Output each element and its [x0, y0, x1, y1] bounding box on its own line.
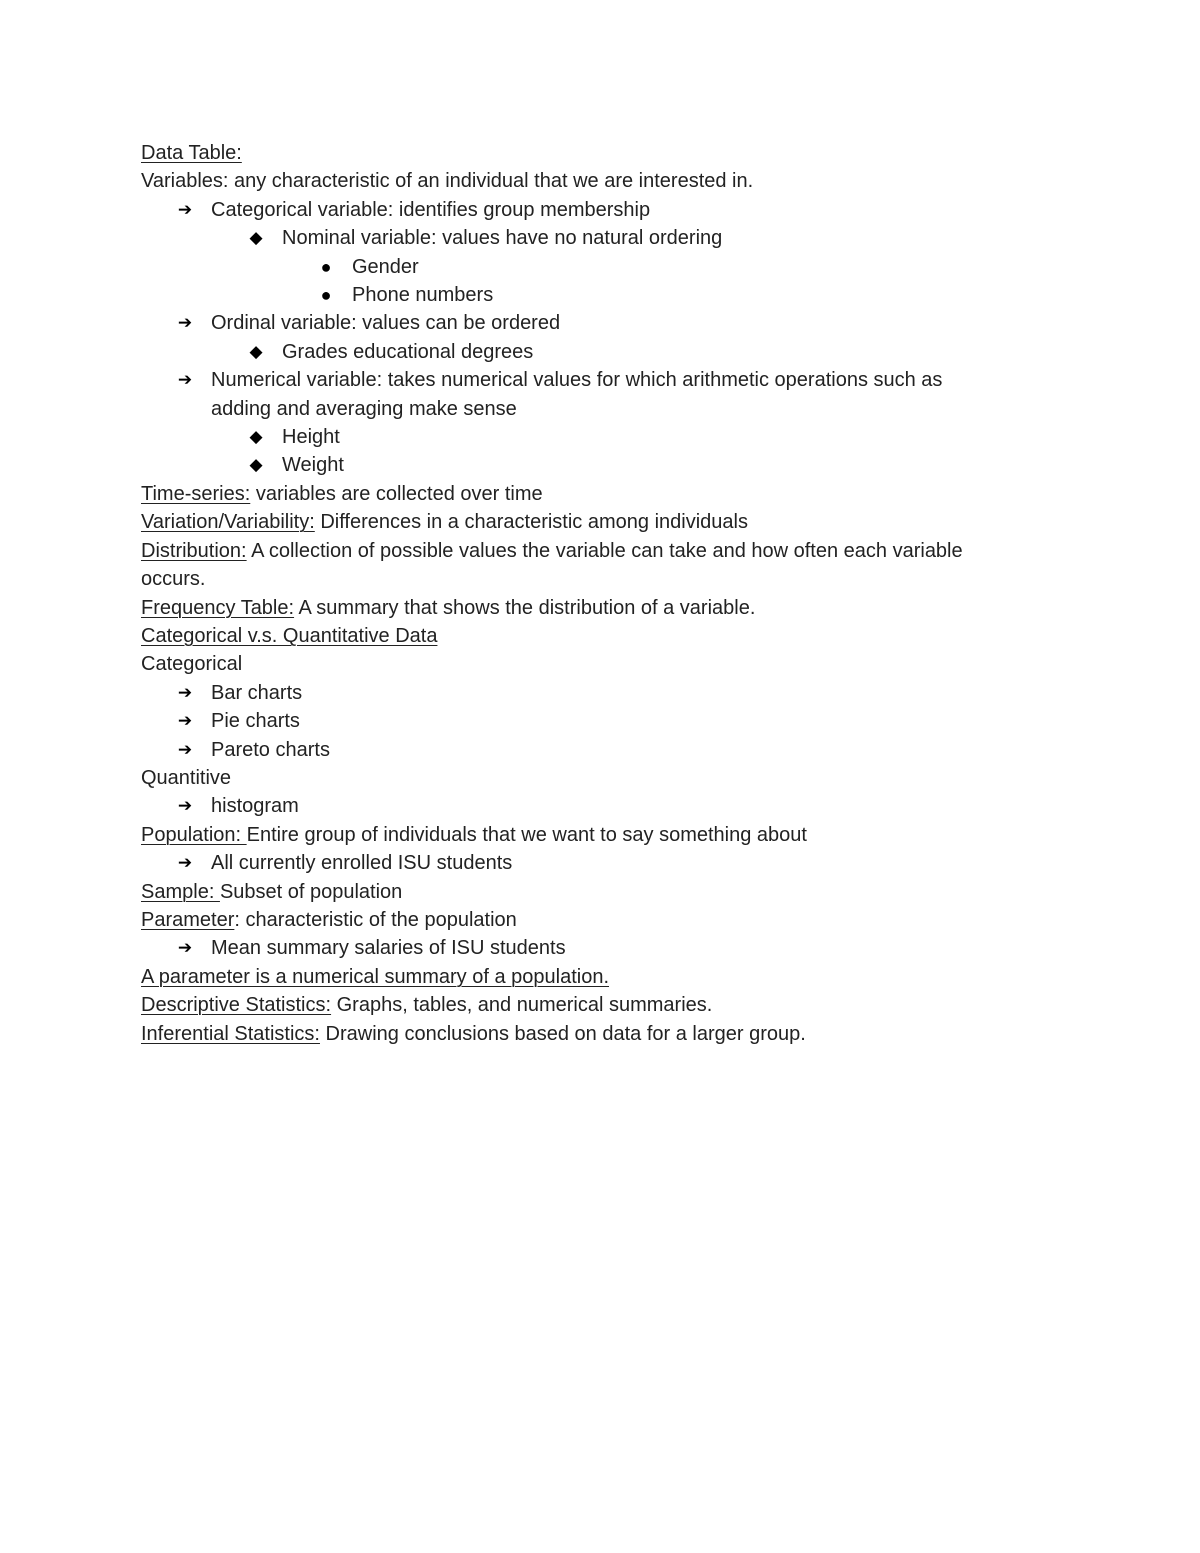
- list-item: [141, 309, 1041, 337]
- term: Time-series:: [141, 482, 251, 505]
- distribution-definition: [141, 537, 1041, 565]
- parameter-summary: A parameter is a numerical summary of a population.: [141, 965, 609, 988]
- diamond-bullet-icon: ◆: [249, 455, 263, 475]
- term: Descriptive Statistics:: [141, 994, 332, 1017]
- term: Variation/Variability:: [141, 511, 315, 534]
- arrow-bullet-icon: ➔: [177, 853, 193, 873]
- list-item-text: Numerical variable: takes numerical values for which arithmetic operations such as: [211, 369, 943, 392]
- list-item-text: Nominal variable: values have no natural ordering: [282, 227, 723, 250]
- list-item: [141, 196, 1041, 224]
- list-item-text: Gender: [352, 255, 419, 278]
- definition: Drawing conclusions based on data for a larger group.: [319, 1022, 806, 1045]
- time-series-definition: [141, 480, 1041, 508]
- diamond-bullet-icon: ◆: [249, 228, 263, 248]
- document-page: [141, 139, 1041, 1048]
- list-item-continuation: adding and averaging make sense: [211, 397, 517, 420]
- population-definition: [141, 821, 1041, 849]
- list-item: [141, 366, 1041, 394]
- term: Parameter: [141, 908, 235, 931]
- descriptive-statistics-definition: [141, 991, 1041, 1019]
- list-item: [141, 736, 1041, 764]
- list-item-text: Phone numbers: [352, 284, 494, 307]
- variables-definition: Variables: any characteristic of an individual that we are interested in.: [141, 170, 754, 193]
- cat-vs-quant-heading: Categorical v.s. Quantitative Data: [141, 624, 438, 647]
- diamond-bullet-icon: ◆: [249, 341, 263, 361]
- list-item-text: Pareto charts: [211, 738, 330, 761]
- term: Population:: [141, 823, 247, 846]
- term: Distribution:: [141, 539, 247, 562]
- definition: : characteristic of the population: [234, 908, 517, 931]
- arrow-bullet-icon: ➔: [177, 739, 193, 759]
- arrow-bullet-icon: ➔: [177, 370, 193, 390]
- list-item-text: Weight: [282, 454, 344, 477]
- variation-definition: [141, 508, 1041, 536]
- list-item-text: Pie charts: [211, 710, 300, 733]
- diamond-bullet-icon: ◆: [249, 427, 263, 447]
- definition: Differences in a characteristic among individuals: [314, 511, 748, 534]
- term: Sample:: [141, 880, 220, 903]
- definition: Graphs, tables, and numerical summaries.: [331, 994, 713, 1017]
- dot-bullet-icon: ●: [320, 256, 332, 277]
- list-item: [141, 423, 1041, 451]
- list-item-text: Ordinal variable: values can be ordered: [211, 312, 561, 335]
- list-item: [141, 849, 1041, 877]
- list-item: [141, 679, 1041, 707]
- arrow-bullet-icon: ➔: [177, 711, 193, 731]
- definition: Entire group of individuals that we want to say something about: [246, 823, 807, 846]
- list-item: [141, 253, 1041, 281]
- list-item-text: Height: [282, 426, 340, 449]
- frequency-table-definition: [141, 594, 1041, 622]
- arrow-bullet-icon: ➔: [177, 682, 193, 702]
- term: Inferential Statistics:: [141, 1022, 320, 1045]
- list-item: [141, 934, 1041, 962]
- parameter-definition: [141, 906, 1041, 934]
- sample-definition: [141, 878, 1041, 906]
- list-item-text: histogram: [211, 795, 299, 818]
- data-table-heading: Data Table:: [141, 142, 242, 164]
- list-item: [141, 792, 1041, 820]
- list-item: [141, 707, 1041, 735]
- categorical-label: Categorical: [141, 653, 243, 676]
- list-item-text: Grades educational degrees: [282, 340, 534, 363]
- quantitive-label: Quantitive: [141, 766, 232, 789]
- dot-bullet-icon: ●: [320, 285, 332, 306]
- definition: A summary that shows the distribution of a variable.: [294, 596, 756, 619]
- list-item: [141, 281, 1041, 309]
- definition: Subset of population: [219, 880, 403, 903]
- distribution-continuation: occurs.: [141, 568, 206, 591]
- list-item: [141, 224, 1041, 252]
- list-item-text: Categorical variable: identifies group membership: [211, 198, 651, 221]
- list-item-text: Mean summary salaries of ISU students: [211, 937, 566, 960]
- arrow-bullet-icon: ➔: [177, 938, 193, 958]
- inferential-statistics-definition: [141, 1020, 1041, 1048]
- arrow-bullet-icon: ➔: [177, 199, 193, 219]
- definition: A collection of possible values the variable can take and how often each variable: [246, 539, 963, 562]
- list-item: [141, 451, 1041, 479]
- list-item-text: All currently enrolled ISU students: [211, 852, 513, 875]
- arrow-bullet-icon: ➔: [177, 313, 193, 333]
- term: Frequency Table:: [141, 596, 295, 619]
- definition: variables are collected over time: [250, 482, 543, 505]
- list-item: [141, 338, 1041, 366]
- arrow-bullet-icon: ➔: [177, 796, 193, 816]
- list-item-text: Bar charts: [211, 681, 303, 704]
